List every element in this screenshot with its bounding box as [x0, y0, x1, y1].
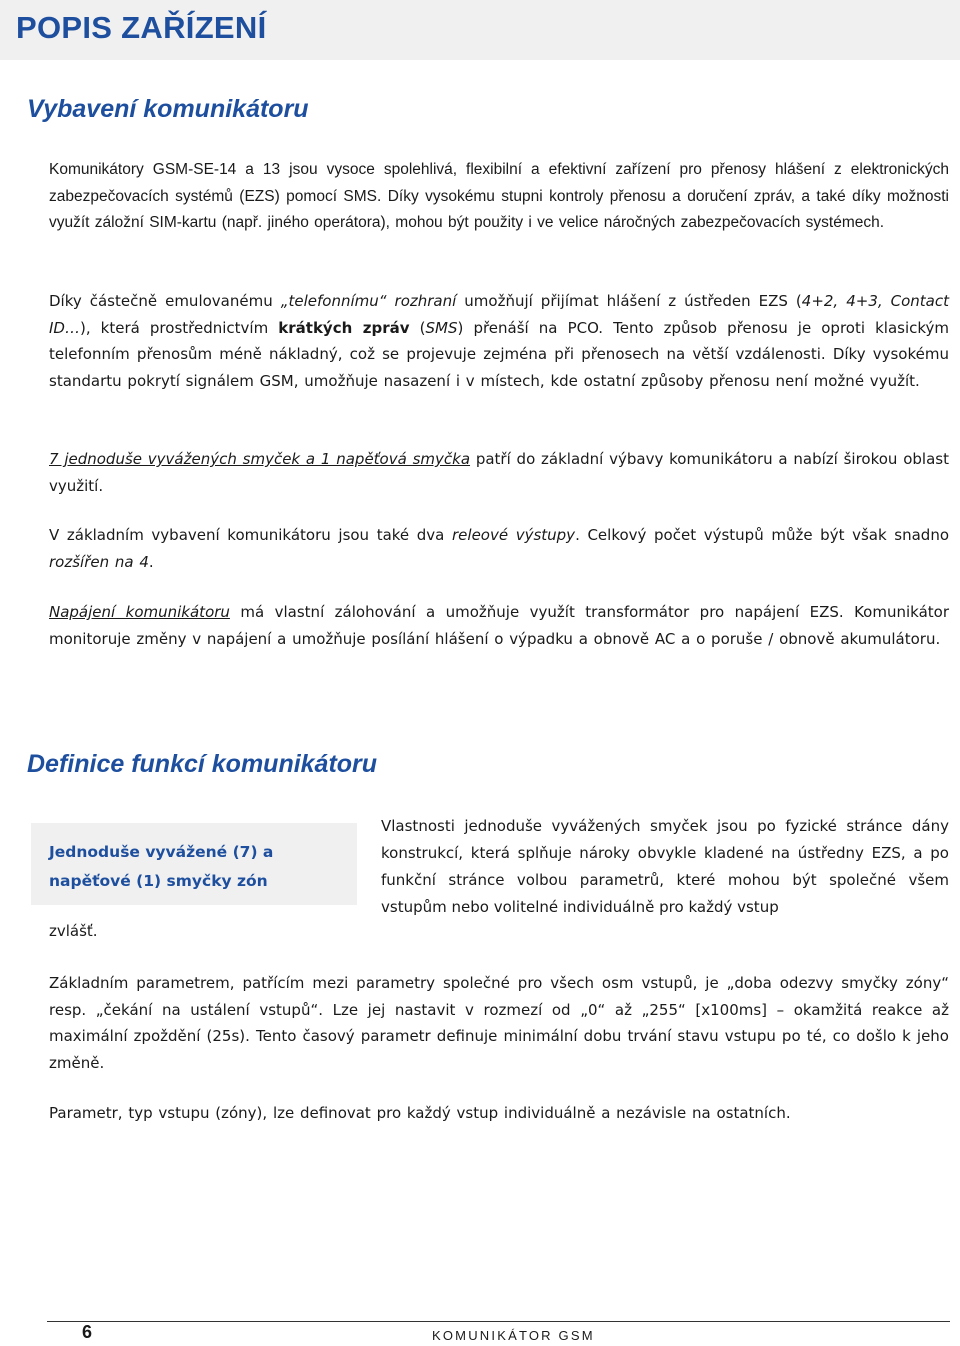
box-heading-line2: napěťové (1) smyčky zón: [49, 872, 268, 890]
paragraph-power: Napájení komunikátoru má vlastní zálohování a umožňuje využít transformátor pro napájení EZS. Komunikátor monitoruje změny v napájení a umožňuje posílání hlášení o výpadku a obnově AC a o poruše / obnově akumulátoru.: [49, 603, 949, 648]
box-heading: [49, 838, 273, 896]
page-number: 6: [82, 1322, 93, 1342]
box-heading-line1: Jednoduše vyvážené (7) a: [49, 843, 274, 861]
footer-divider: [47, 1321, 950, 1322]
paragraph-loop-properties: Vlastnosti jednoduše vyvážených smyček jsou po fyzické stránce dány konstrukcí, která splňuje nároky obvykle kladené na ústředny EZS, a po funkční stránce volbou parametrů, které mohou být společné všem vstupům nebo volitelné individuálně pro každý vstup: [381, 817, 949, 916]
paragraph-input-type: Parametr, typ vstupu (zóny), lze definovat pro každý vstup individuálně a nezávisle na ostatních.: [49, 1104, 791, 1122]
paragraph-outputs: V základním vybavení komunikátoru jsou také dva releové výstupy. Celkový počet výstupů může být však snadno rozšířen na 4.: [49, 526, 949, 571]
footer-title: KOMUNIKÁTOR GSM: [432, 1328, 595, 1343]
paragraph-loop-properties-tail: zvlášť.: [49, 922, 98, 940]
section-title-vybaveni: Vybavení komunikátoru: [27, 95, 309, 123]
paragraph-interface: Díky částečně emulovanému „telefonnímu“ rozhraní umožňují přijímat hlášení z ústředen EZS (4+2, 4+3, Contact ID…), která prostřednictvím krátkých zpráv (SMS) přenáší na PCO. Tento způsob přenosu je oproti klasickým telefonním přenosům méně nákladný, což se projevuje zejména při přenosech na větší vzdálenosti. Díky vysokému standartu pokrytí signálem GSM, umožňuje nasazení i v místech, kde ostatní způsoby přenosu není možné využít.: [49, 292, 950, 390]
page-title: POPIS ZAŘÍZENÍ: [16, 10, 267, 45]
paragraph-response-time: Základním parametrem, patřícím mezi parametry společné pro všech osm vstupů, je „doba odezvy smyčky zóny“ resp. „čekání na ustálení vstupů“. Lze jej nastavit v rozmezí od „0“ až „255“ [x100ms] – okamžitá reakce až maximální zpoždění (25s). Tento časový parametr definuje minimální dobu trvání stavu vstupu po té, co došlo k jeho změně.: [49, 974, 949, 1072]
section-title-definice: Definice funkcí komunikátoru: [27, 750, 378, 778]
paragraph-intro: Komunikátory GSM-SE-14 a 13 jsou vysoce spolehlivá, flexibilní a efektivní zařízení pro přenosy hlášení z elektronických zabezpečovacích systémů (EZS) pomocí SMS. Díky vysokému stupni kontroly přenosu a doručení zpráv, a také díky možnosti využít záložní SIM-kartu (např. jiného operátora), mohou být použity i ve velice náročných zabezpečovacích systémech.: [49, 161, 949, 231]
paragraph-loops: 7 jednoduše vyvážených smyček a 1 napěťová smyčka patří do základní výbavy komunikátoru a nabízí širokou oblast využití.: [49, 450, 949, 495]
